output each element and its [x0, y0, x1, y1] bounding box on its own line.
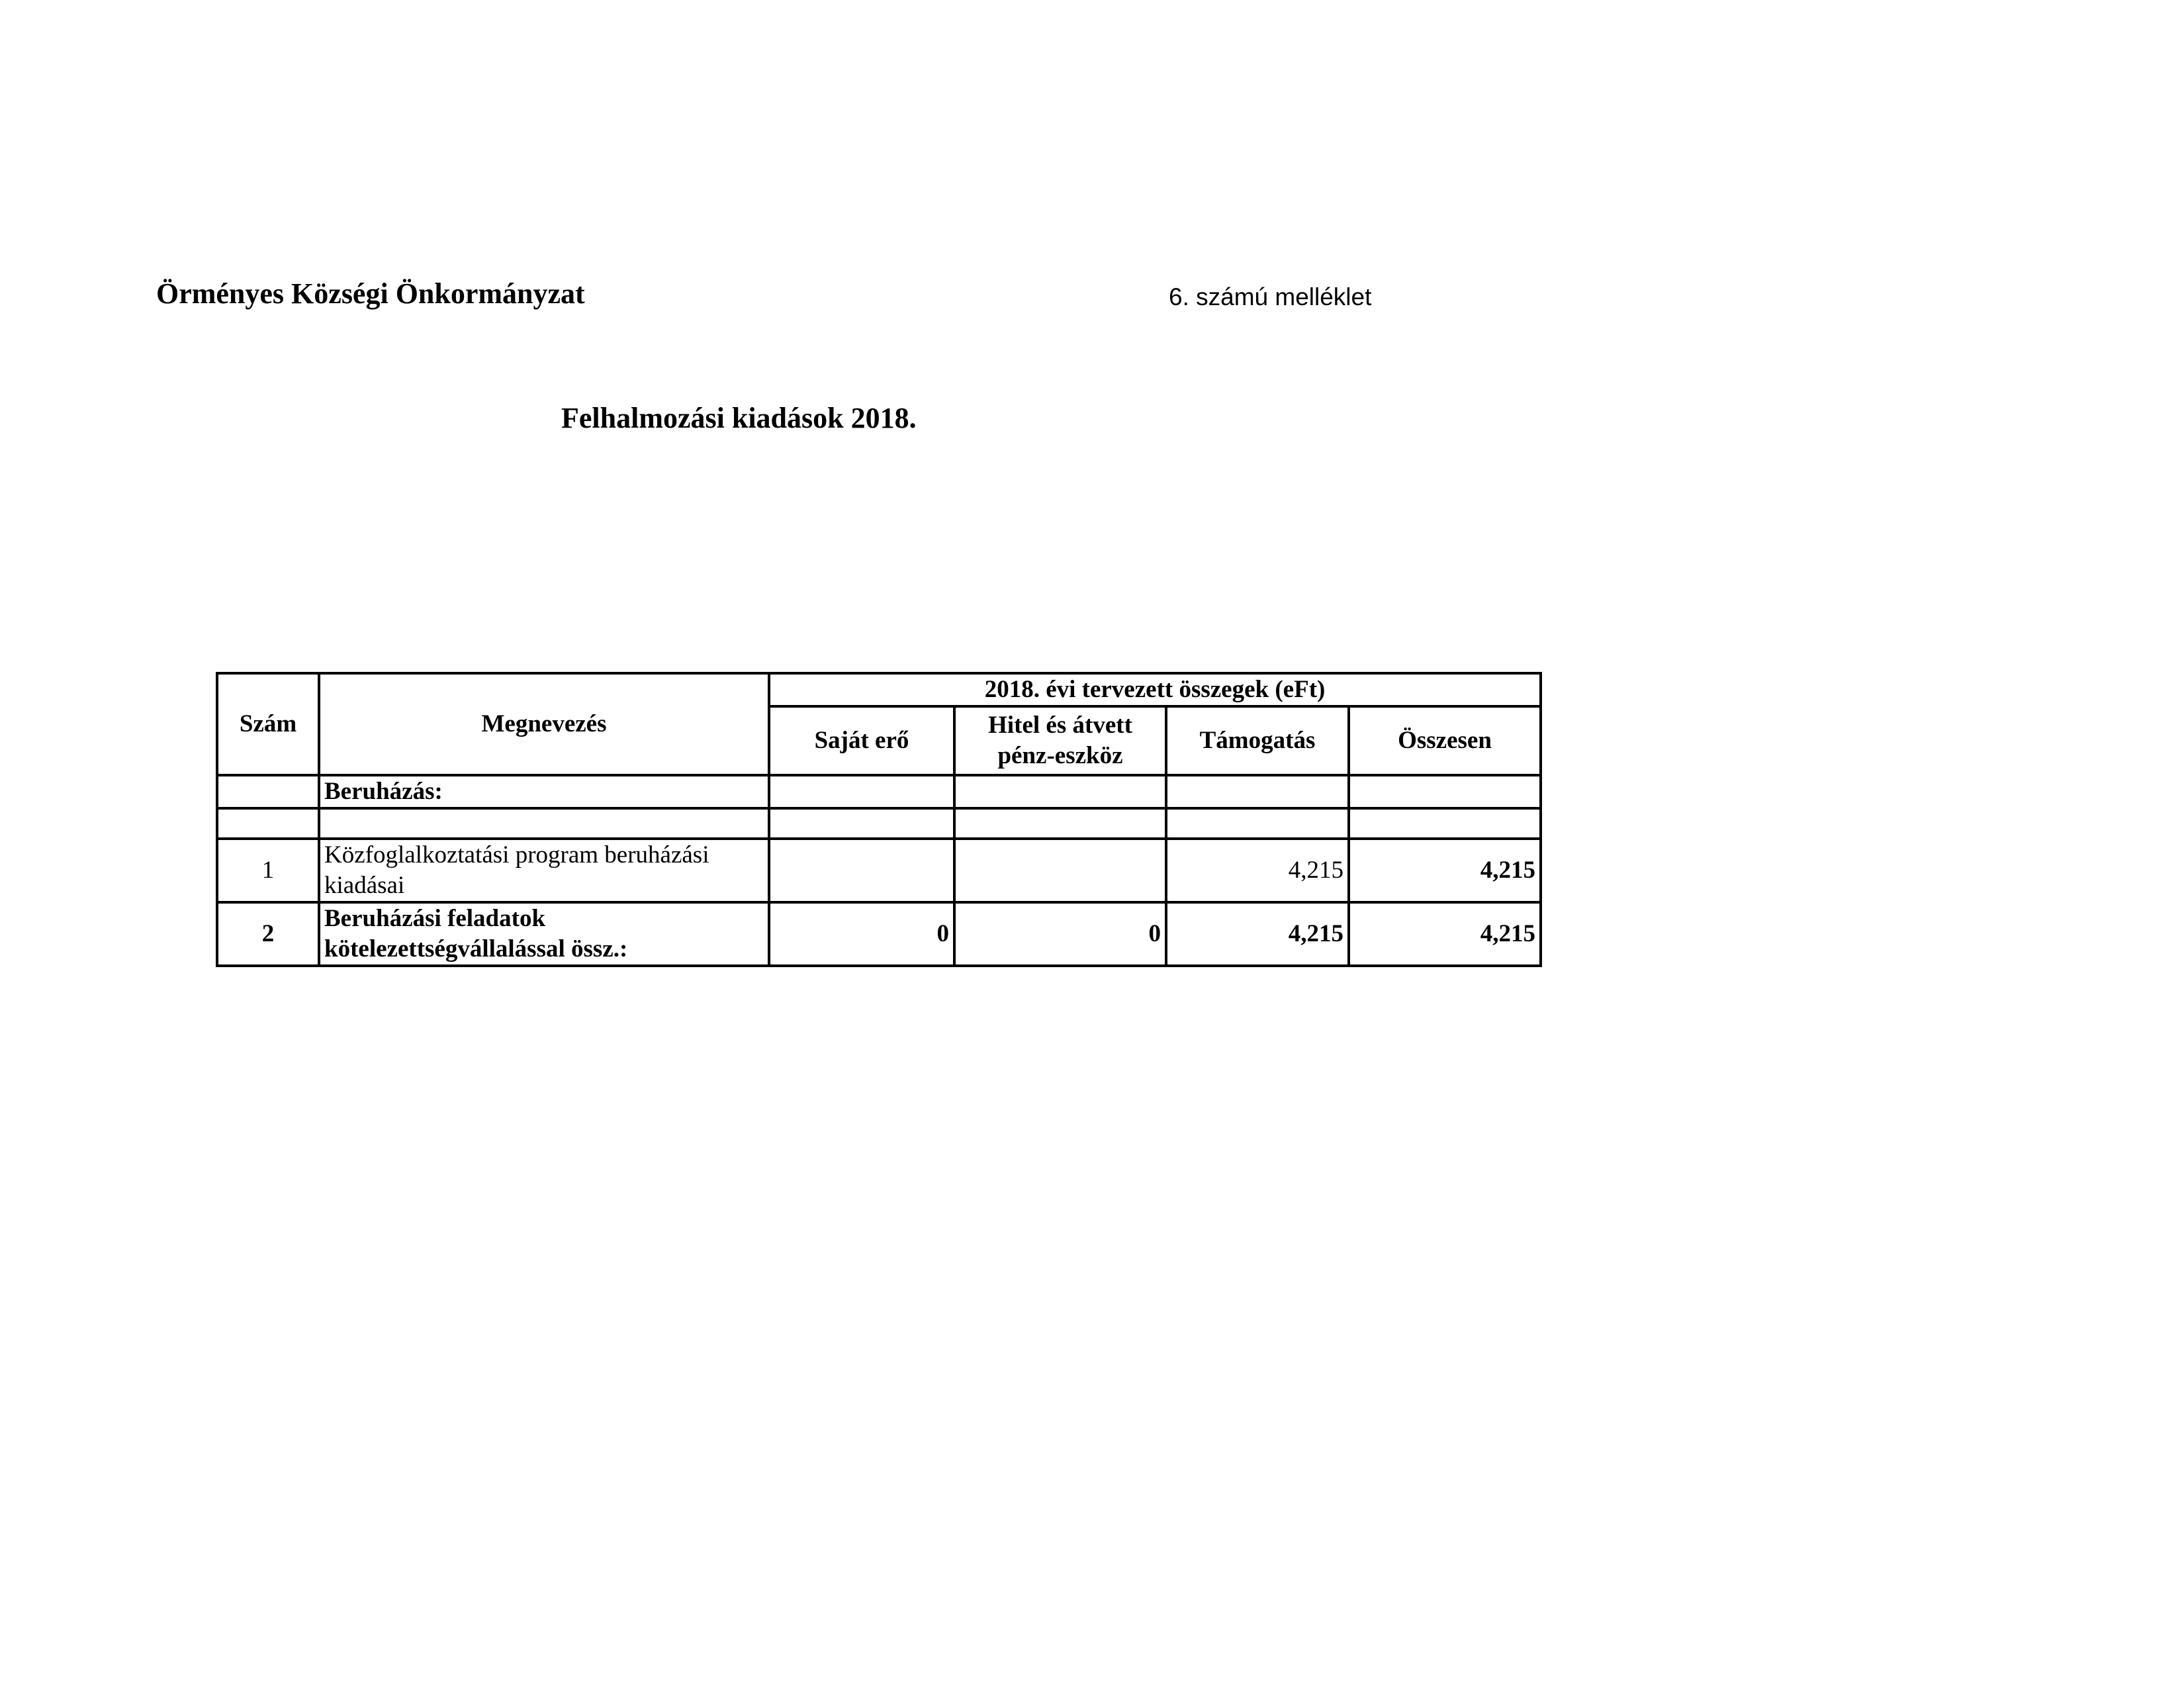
row-support: 4,215: [1166, 839, 1349, 902]
section-total-cell: [1349, 775, 1541, 808]
column-header-name: Megnevezés: [319, 673, 769, 775]
section-loan-cell: [954, 775, 1166, 808]
annex-label: 6. számú melléklet: [1169, 283, 1372, 310]
row-name: Beruházási feladatok kötelezettségvállalással össz.:: [319, 902, 769, 966]
organization-name: Örményes Községi Önkormányzat: [156, 277, 585, 310]
document-title: Felhalmozási kiadások 2018.: [561, 402, 917, 434]
table-row-summary: [217, 902, 1541, 966]
column-header-planned-amounts: 2018. évi tervezett összegek (eFt): [769, 673, 1541, 706]
section-row: [217, 775, 1541, 808]
row-total: 4,215: [1349, 902, 1541, 966]
empty-row: [217, 808, 1541, 839]
row-loan: [954, 839, 1166, 902]
row-name: Közfoglalkoztatási program beruházási kiadásai: [319, 839, 769, 902]
row-loan: 0: [954, 902, 1166, 966]
section-label: Beruházás:: [319, 775, 769, 808]
capital-expenditure-table: [216, 672, 1542, 967]
column-header-own: Saját erő: [769, 706, 954, 775]
column-header-loan: Hitel és átvett pénz-eszköz: [954, 706, 1166, 775]
section-number-cell: [217, 775, 319, 808]
row-total: 4,215: [1349, 839, 1541, 902]
row-own: 0: [769, 902, 954, 966]
row-support: 4,215: [1166, 902, 1349, 966]
section-support-cell: [1166, 775, 1349, 808]
row-number: 2: [217, 902, 319, 966]
column-header-total: Összesen: [1349, 706, 1541, 775]
row-own: [769, 839, 954, 902]
section-own-cell: [769, 775, 954, 808]
column-header-number: Szám: [217, 673, 319, 775]
row-number: 1: [217, 839, 319, 902]
table-row: [217, 839, 1541, 902]
header-row-group: [217, 673, 1541, 706]
column-header-support: Támogatás: [1166, 706, 1349, 775]
